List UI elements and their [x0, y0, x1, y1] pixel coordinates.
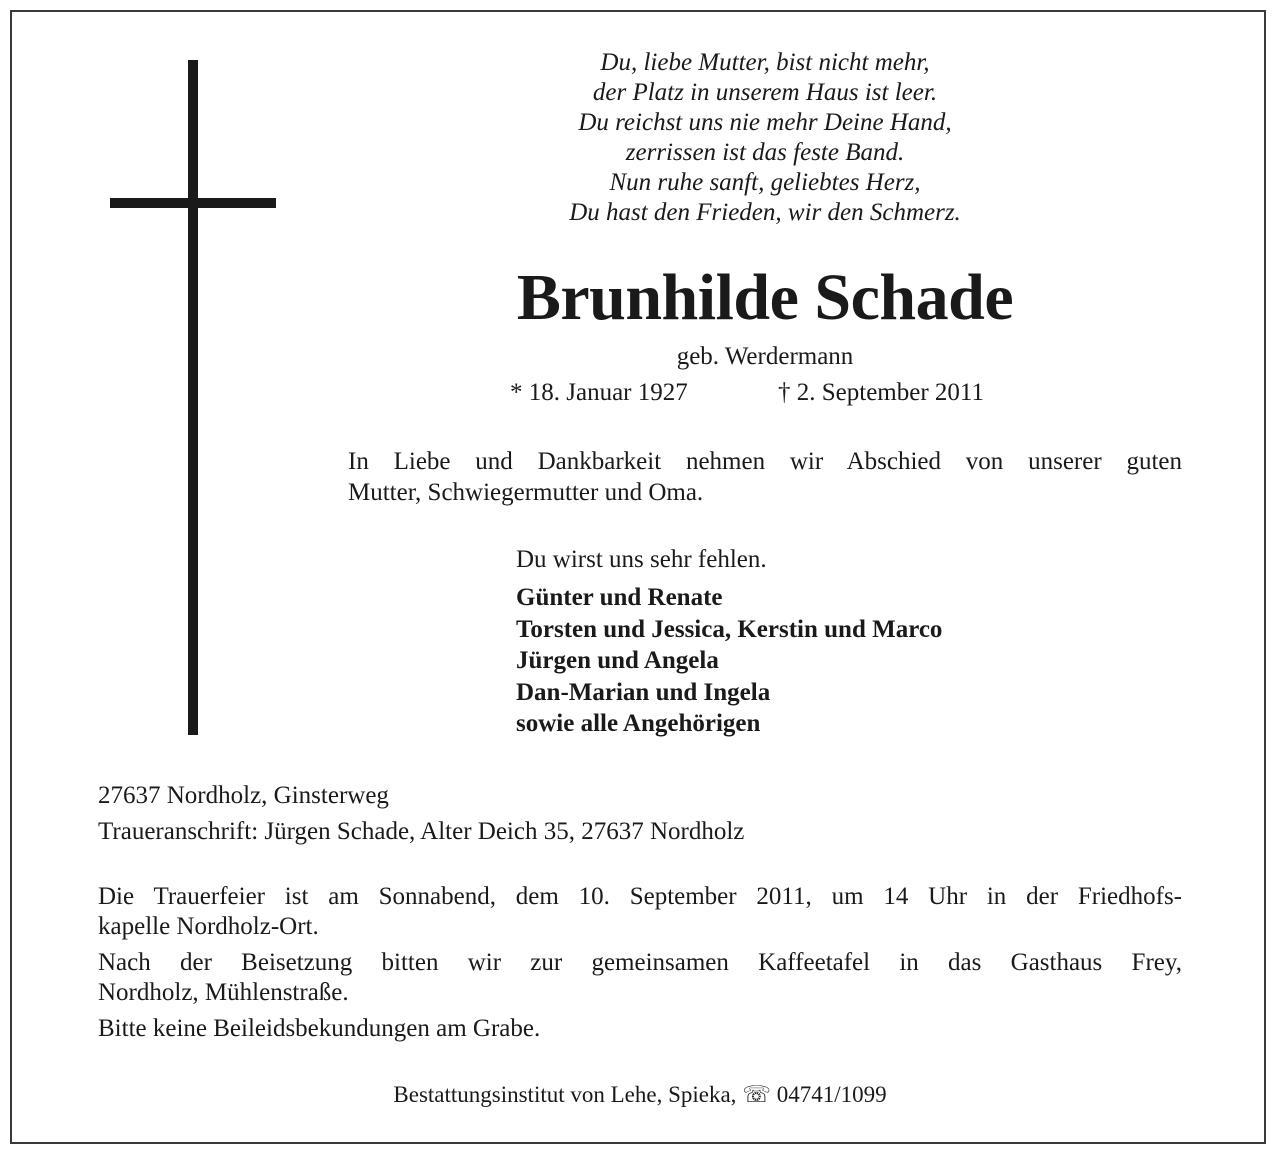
funeral-line: kapelle Nordholz-Ort.: [98, 913, 319, 940]
birth-date: * 18. Januar 1927: [510, 379, 688, 406]
cross-vertical-bar: [188, 60, 198, 735]
death-date: † 2. September 2011: [778, 379, 984, 406]
mourner-entry: Jürgen und Angela: [516, 647, 719, 674]
cross-horizontal-bar: [110, 198, 276, 208]
mourner-entry: Günter und Renate: [516, 584, 723, 611]
poem-line: zerrissen ist das feste Band.: [625, 139, 905, 166]
farewell-text: [348, 446, 1182, 508]
mourner-entry: Dan-Marian und Ingela: [516, 678, 771, 706]
life-dates: [510, 378, 1030, 408]
undertaker-phone: 04741/1099: [776, 1082, 887, 1107]
undertaker-name: Bestattungsinstitut von Lehe, Spieka,: [393, 1082, 737, 1107]
maiden-name: geb. Werdermann: [676, 343, 854, 370]
reception-line: Nordholz, Mühlenstraße.: [98, 979, 349, 1006]
residence-address: 27637 Nordholz, Ginsterweg: [98, 782, 389, 809]
poem-line: Du reichst uns nie mehr Deine Hand,: [578, 109, 952, 136]
address-block: [98, 778, 1182, 850]
poem-line: Du, liebe Mutter, bist nicht mehr,: [600, 49, 930, 76]
undertaker-footer: [98, 1080, 1182, 1110]
poem-line: der Platz in unserem Haus ist leer.: [592, 79, 938, 106]
mourner-entry: Torsten und Jessica, Kerstin und Marco: [516, 615, 943, 643]
memorial-poem: [470, 48, 1060, 228]
telephone-icon: ☏: [742, 1082, 771, 1107]
funeral-info: [98, 882, 1182, 1050]
poem-line: Du hast den Frieden, wir den Schmerz.: [569, 199, 961, 226]
reception-line: Nach der Beisetzung bitten wir zur gemeinsamen Kaffeetafel in das Gasthaus Frey,: [98, 949, 1182, 976]
reception-text: [98, 948, 1182, 1008]
mourner-entry: sowie alle Angehörigen: [516, 710, 761, 737]
condolence-note: Bitte keine Beileidsbekundungen am Grabe.: [98, 1015, 541, 1042]
mourners-list: [516, 582, 942, 740]
funeral-line: Die Trauerfeier ist am Sonnabend, dem 10. September 2011, um 14 Uhr in der Friedhofs-: [98, 883, 1182, 910]
farewell-line: In Liebe und Dankbarkeit nehmen wir Abschied von unserer guten: [348, 448, 1182, 475]
farewell-line: Mutter, Schwiegermutter und Oma.: [348, 479, 704, 506]
mourning-address: Traueranschrift: Jürgen Schade, Alter Deich 35, 27637 Nordholz: [98, 818, 745, 845]
funeral-service-text: [98, 882, 1182, 942]
poem-line: Nun ruhe sanft, geliebtes Herz,: [609, 169, 921, 196]
miss-you-text: Du wirst uns sehr fehlen.: [516, 546, 767, 573]
deceased-name: Brunhilde Schade: [516, 261, 1014, 334]
